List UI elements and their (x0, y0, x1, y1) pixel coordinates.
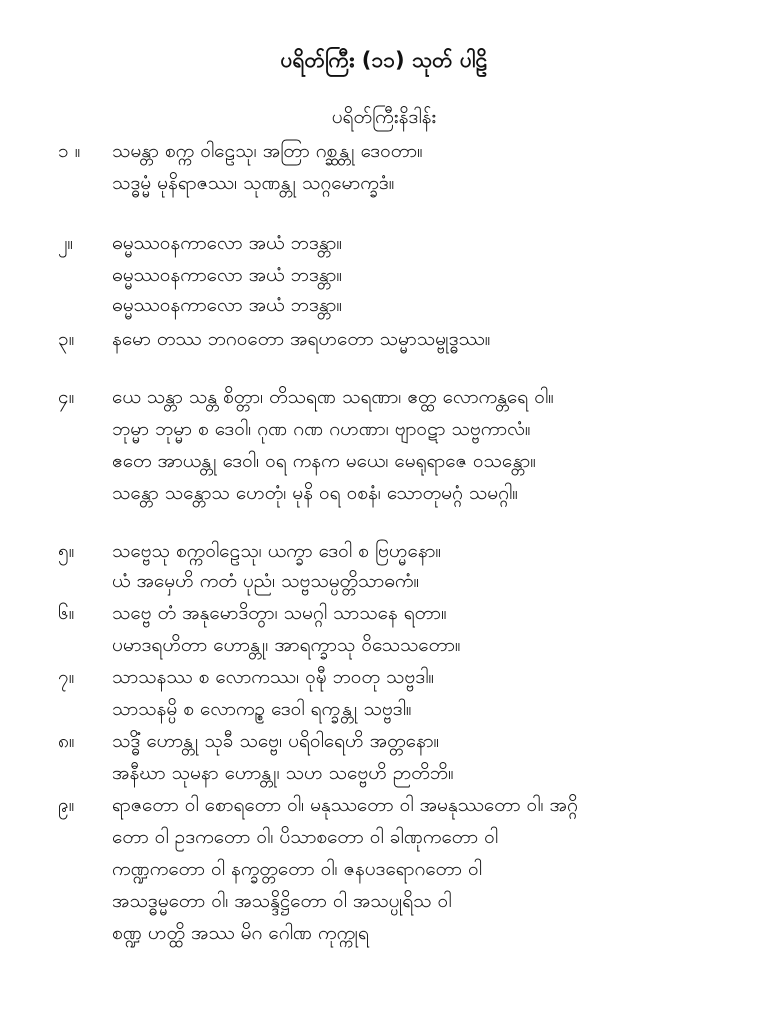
verse-line: စဏ္ဍ ဟတ္ထိ အဿ မိဂ ဂေါဏ ကုက္ကုရ (112, 922, 369, 944)
verse-number: ၄။ (58, 386, 75, 408)
verse-line: ဧတေ အာယန္တု ဒေဝါ၊ ဝရ ကနက မယေ၊ မေရုရာဇေ ဝသန္တော။ (112, 450, 536, 472)
verse-line: ယေ သန္တာ သန္တ စိတ္တာ၊ တိသရဏ သရဏာ၊ ဧတ္ထ လောကန္တရေ ဝါ။ (112, 386, 554, 408)
verse-number: ၁ ။ (58, 140, 81, 162)
verse-number: ၆။ (58, 602, 75, 624)
verse-number: ၅။ (58, 540, 75, 562)
verse-line: ဓမ္မဿဝနကာလော အယံ ဘဒန္တာ။ (112, 232, 343, 254)
verse-line: ပမာဒရဟိတာ ဟောန္တု၊ အာရက္ခာသု ဝိသေသတော။ (112, 634, 461, 656)
verse-line: ရာဇတော ဝါ စောရတော ဝါ၊ မနုဿတော ဝါ အမနုဿတော ဝါ၊ အဂ္ဂိ (112, 794, 578, 816)
verse-number: ၃။ (58, 328, 75, 350)
verse-line: သဒ္ဓိံ ဟောန္တု သုခီ သဗ္ဗေ၊ ပရိဝါရေဟိ အတ္တနော။ (112, 730, 440, 752)
verse-line: သာသနမ္ပိ စ လောကဉ္စ ဒေဝါ ရက္ခန္တု သဗ္ဗဒါ။ (112, 698, 412, 720)
verse-line: ဓမ္မဿဝနကာလော အယံ ဘဒန္တာ။ (112, 294, 343, 316)
verse-line: သမန္တာ စက္က ဝါဠေသု၊ အတြာ ဂစ္ဆန္တု ဒေဝတာ။ (112, 140, 423, 162)
verse-line: ယံ အမှေဟိ ကတံ ပုညံ၊ သဗ္ဗသမ္ပတ္တိသာဓကံ။ (112, 570, 420, 592)
verse-line: အနီဃာ သုမနာ ဟောန္တု၊ သဟ သဗ္ဗေဟိ ဉာတိဘိ။ (112, 762, 454, 784)
verse-line: သဗ္ဗေသု စက္ကဝါဠေသု၊ ယက္ခာ ဒေဝါ စ ဗြဟ္မနော။ (112, 540, 442, 562)
page-subtitle: ပရိတ်ကြီးနိဒါန်း (331, 106, 437, 128)
verse-line: ဘုမ္မာ ဘုမ္မာ စ ဒေဝါ၊ ဂုဏ ဂဏ ဂဟဏာ၊ ဗျာဝဋာ သဗ္ဗကာလံ။ (112, 418, 531, 440)
page-title: ပရိတ်ကြီး (၁၁) သုတ် ပါဠိ (280, 48, 488, 72)
verse-line: သဒ္ဓမ္မံ မုနိရာဇဿ၊ သုဏန္တု သဂ္ဂမောက္ခဒံ။ (112, 172, 395, 194)
verse-line: ဓမ္မဿဝနကာလော အယံ ဘဒန္တာ။ (112, 264, 343, 286)
verse-number: ၇။ (58, 666, 75, 688)
verse-line: တော ဝါ ဥဒကတော ဝါ၊ ပိသာစတော ဝါ ခါဏုကတော ဝါ (112, 826, 499, 848)
verse-line: သာသနဿ စ လောကဿ၊ ဝုဍ္ဎီ ဘဝတု သဗ္ဗဒါ။ (112, 666, 435, 688)
verse-line: အသဒ္ဓမ္မတော ဝါ၊ အသန္ဒိဋ္ဌိတော ဝါ အသပ္ပုရိသ ဝါ (112, 890, 452, 912)
verse-line: ကဏ္ဍကတော ဝါ နက္ခတ္တတော ဝါ၊ ဇနပဒရောဂတော ဝါ (112, 858, 482, 880)
verse-line: သန္တော သန္တောသ ဟေတုံ၊ မုနိ ဝရ ဝစနံ၊ သောတုမဂ္ဂံ သမဂ္ဂါ။ (112, 482, 518, 504)
verse-line: နမော တဿ ဘဂဝတော အရဟတော သမ္မာသမ္ဗုဒ္ဓဿ။ (112, 328, 491, 350)
verse-number: ၈။ (58, 730, 75, 752)
verse-number: ၉။ (58, 794, 75, 816)
verse-number: ၂။ (58, 232, 74, 254)
verse-line: သဗ္ဗေ တံ အနုမောဒိတွာ၊ သမဂ္ဂါ သာသနေ ရတာ။ (112, 602, 447, 624)
